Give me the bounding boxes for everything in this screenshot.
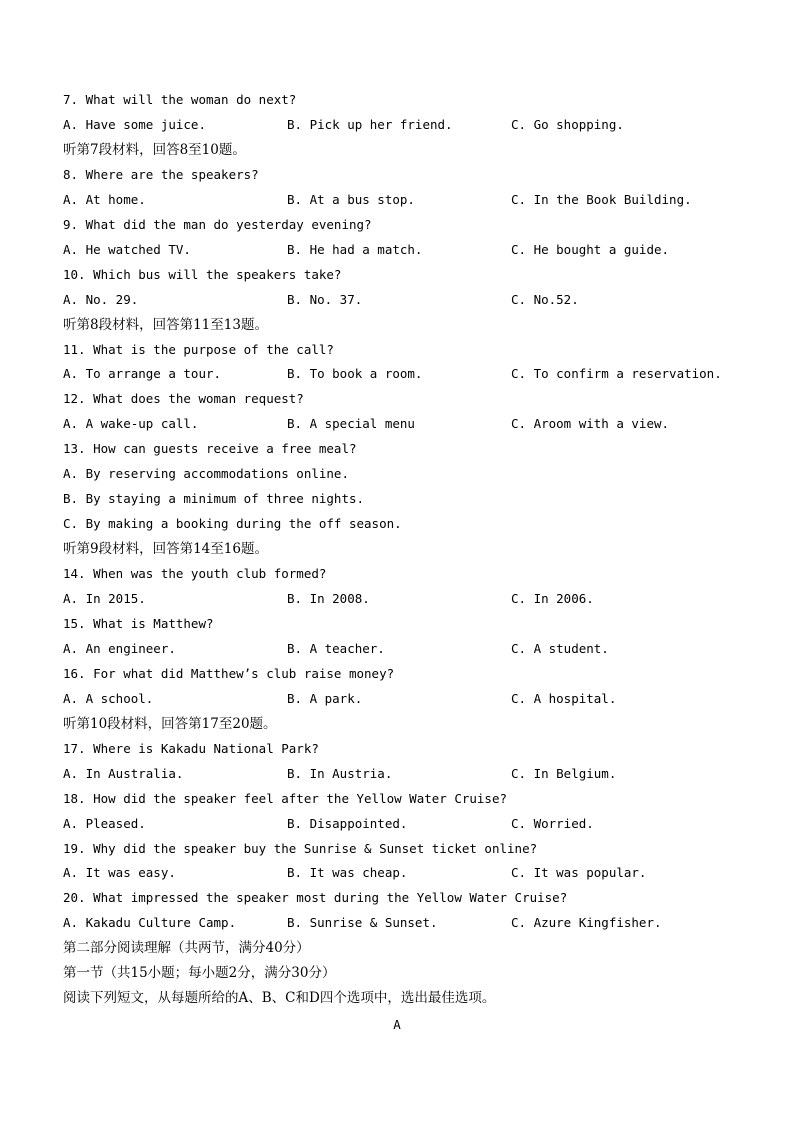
option-a: A. It was easy. (63, 865, 176, 881)
question-text: 20. What impressed the speaker most during the Yellow Water Cruise? (63, 890, 568, 906)
question-text: 9. What did the man do yesterday evening? (63, 216, 372, 232)
option-a: A. He watched TV. (63, 241, 191, 257)
question-text: 12. What does the woman request? (63, 391, 304, 407)
option-b: B. In Austria. (287, 765, 393, 781)
option-b: B. It was cheap. (287, 865, 408, 881)
option-b: B. A special menu (287, 416, 415, 432)
section-instruction: 第一节（共15小题；每小题2分，满分30分） (63, 965, 336, 982)
option-a: A. In Australia. (63, 765, 184, 781)
question-text: 18. How did the speaker feel after the Yellow Water Cruise? (63, 790, 508, 806)
section-instruction: 听第7段材料，回答8至10题。 (63, 141, 246, 158)
option-b: B. He had a match. (287, 241, 423, 257)
option-row (63, 688, 743, 710)
option-c: C. He bought a guide. (511, 241, 670, 257)
option-a: A. Kakadu Culture Camp. (63, 915, 237, 931)
option-row (63, 638, 743, 660)
option-line: A. By reserving accommodations online. (63, 466, 349, 482)
option-c: C. Go shopping. (511, 116, 624, 132)
section-instruction: 听第8段材料，回答第11至13题。 (63, 316, 268, 333)
option-row (63, 763, 743, 785)
question-text: 13. How can guests receive a free meal? (63, 441, 357, 457)
option-b: B. A teacher. (287, 640, 385, 656)
option-b: B. Disappointed. (287, 815, 408, 831)
option-a: A. To arrange a tour. (63, 366, 222, 382)
option-c: C. Worried. (511, 815, 594, 831)
option-a: A. Have some juice. (63, 116, 206, 132)
question-text: 17. Where is Kakadu National Park? (63, 740, 319, 756)
option-a: A. Pleased. (63, 815, 146, 831)
option-a: A. At home. (63, 191, 146, 207)
option-row (63, 813, 743, 835)
question-text: 15. What is Matthew? (63, 615, 214, 631)
option-c: C. In Belgium. (511, 765, 617, 781)
option-b: B. At a bus stop. (287, 191, 415, 207)
section-instruction: 阅读下列短文，从每题所给的A、B、C和D四个选项中，选出最佳选项。 (63, 990, 496, 1007)
option-c: C. In 2006. (511, 591, 594, 606)
option-row (63, 239, 743, 261)
option-b: B. Pick up her friend. (287, 116, 453, 132)
option-a: A. A school. (63, 690, 154, 706)
question-text: 16. For what did Matthew’s club raise money? (63, 665, 395, 681)
option-row (63, 862, 743, 884)
option-a: A. No. 29. (63, 291, 139, 307)
option-c: C. No.52. (511, 291, 579, 307)
question-text: 11. What is the purpose of the call? (63, 341, 334, 357)
section-instruction: 第二部分阅读理解（共两节，满分40分） (63, 940, 310, 957)
question-text: 7. What will the woman do next? (63, 92, 297, 107)
option-c: C. A student. (511, 640, 609, 656)
option-c: C. To confirm a reservation. (511, 366, 722, 382)
option-b: B. A park. (287, 690, 363, 706)
option-b: B. Sunrise & Sunset. (287, 915, 438, 931)
question-text: 8. Where are the speakers? (63, 166, 259, 182)
option-row (63, 588, 743, 610)
question-text: 19. Why did the speaker buy the Sunrise & Sunset ticket online? (63, 840, 538, 856)
section-instruction: 听第9段材料，回答第14至16题。 (63, 541, 268, 558)
section-instruction: 听第10段材料，回答第17至20题。 (63, 715, 277, 732)
option-c: C. Aroom with a view. (511, 416, 670, 432)
question-text: 14. When was the youth club formed? (63, 566, 327, 582)
option-a: A. In 2015. (63, 591, 146, 606)
option-c: C. In the Book Building. (511, 191, 692, 207)
option-row (63, 363, 743, 385)
option-b: B. In 2008. (287, 591, 370, 606)
passage-label: A (393, 1017, 401, 1032)
option-a: A. A wake-up call. (63, 416, 199, 432)
option-c: C. Azure Kingfisher. (511, 915, 662, 931)
question-text: 10. Which bus will the speakers take? (63, 266, 342, 282)
option-row (63, 289, 743, 311)
option-row (63, 114, 743, 136)
option-c: C. It was popular. (511, 865, 647, 881)
option-b: B. To book a room. (287, 366, 423, 382)
option-a: A. An engineer. (63, 640, 176, 656)
option-row (63, 189, 743, 211)
option-row (63, 413, 743, 435)
option-b: B. No. 37. (287, 291, 363, 307)
option-line: C. By making a booking during the off season. (63, 516, 402, 532)
option-c: C. A hospital. (511, 690, 617, 706)
option-line: B. By staying a minimum of three nights. (63, 491, 365, 507)
option-row (63, 912, 743, 934)
